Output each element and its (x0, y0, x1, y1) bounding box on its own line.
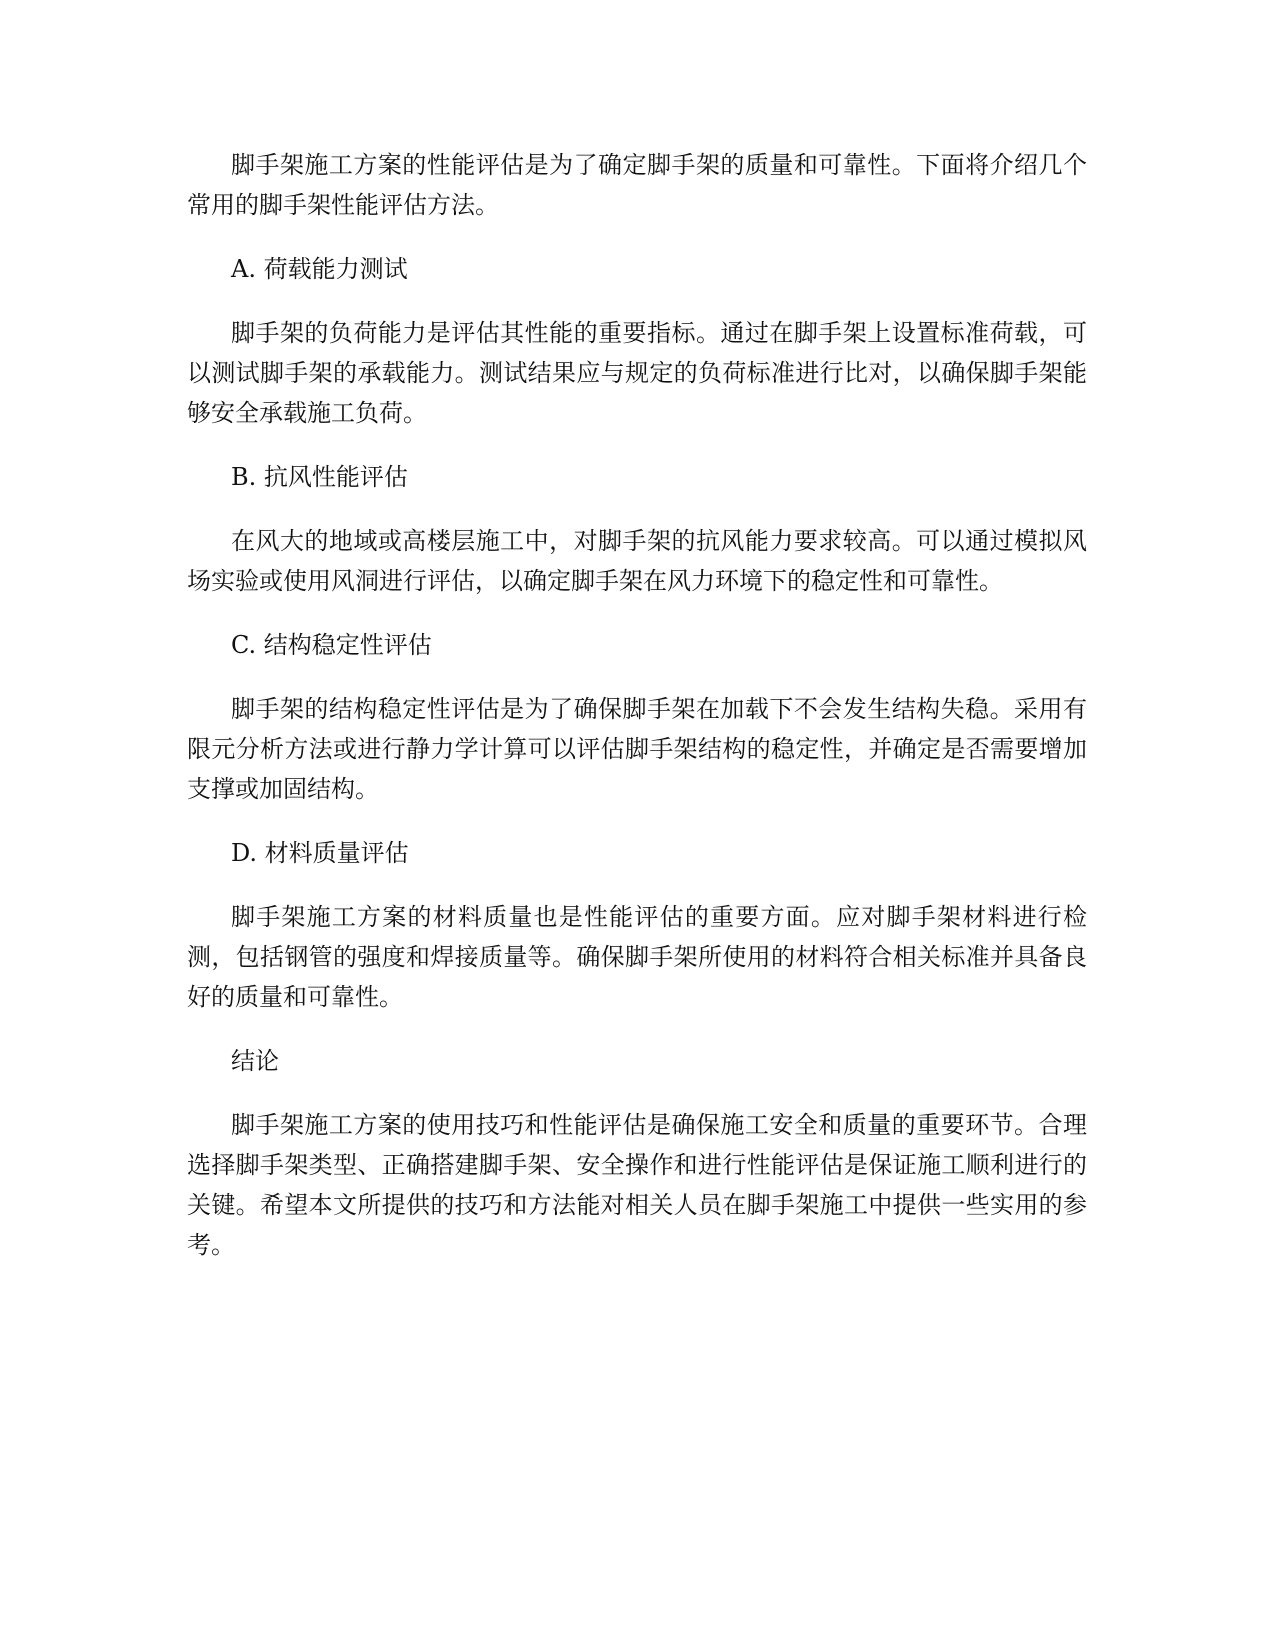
material-quality-paragraph: 脚手架施工方案的材料质量也是性能评估的重要方面。应对脚手架材料进行检测，包括钢管的强度和焊接质量等。确保脚手架所使用的材料符合相关标准并具备良好的质量和可靠性。 (187, 903, 1087, 1011)
structural-stability-paragraph: 脚手架的结构稳定性评估是为了确保脚手架在加载下不会发生结构失稳。采用有限元分析方法或进行静力学计算可以评估脚手架结构的稳定性，并确定是否需要增加支撑或加固结构。 (187, 695, 1087, 803)
section-heading-load-capacity: A. 荷载能力测试 (231, 255, 408, 283)
conclusion-paragraph: 脚手架施工方案的使用技巧和性能评估是确保施工安全和质量的重要环节。合理选择脚手架类型、正确搭建脚手架、安全操作和进行性能评估是保证施工顺利进行的关键。希望本文所提供的技巧和方法能对相关人员在脚手架施工中提供一些实用的参考。 (187, 1111, 1087, 1259)
document-body (187, 145, 1087, 1289)
section-heading-structural-stability: C. 结构稳定性评估 (231, 631, 432, 659)
intro-paragraph: 脚手架施工方案的性能评估是为了确定脚手架的质量和可靠性。下面将介绍几个常用的脚手架性能评估方法。 (187, 151, 1087, 219)
load-capacity-paragraph: 脚手架的负荷能力是评估其性能的重要指标。通过在脚手架上设置标准荷载，可以测试脚手架的承载能力。测试结果应与规定的负荷标准进行比对，以确保脚手架能够安全承载施工负荷。 (187, 319, 1087, 427)
section-heading-material-quality: D. 材料质量评估 (231, 839, 409, 867)
wind-resistance-paragraph: 在风大的地域或高楼层施工中，对脚手架的抗风能力要求较高。可以通过模拟风场实验或使用风洞进行评估，以确定脚手架在风力环境下的稳定性和可靠性。 (187, 527, 1087, 595)
section-heading-conclusion: 结论 (231, 1047, 279, 1075)
section-heading-wind-resistance: B. 抗风性能评估 (231, 463, 408, 491)
